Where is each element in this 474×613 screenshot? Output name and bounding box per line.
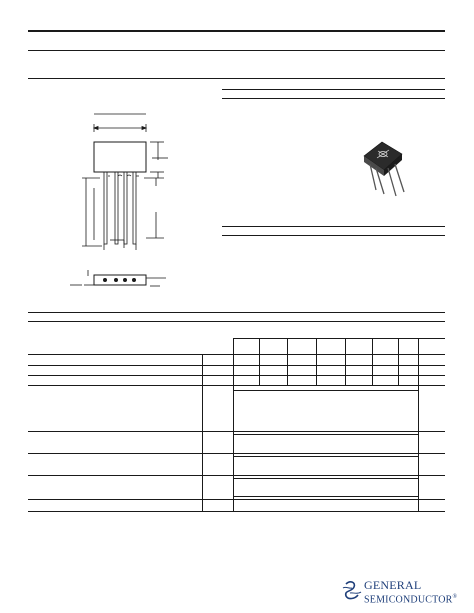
mechanical-top-rule [222, 226, 445, 227]
table-row-line-4 [28, 431, 445, 432]
ratings-table [28, 338, 445, 513]
table-col-line-units [418, 338, 419, 512]
header-top-rule [28, 30, 445, 32]
section-rule [28, 78, 445, 79]
header-bottom-rule [28, 50, 445, 51]
trademark-symbol: ® [452, 594, 458, 600]
table-col-line-1 [259, 338, 260, 386]
merged-cell-line-5 [233, 496, 418, 497]
table-title-rule [28, 312, 445, 313]
table-col-line-4 [345, 338, 346, 386]
table-col-line-6 [398, 338, 399, 386]
company-logo-text [364, 580, 457, 605]
merged-cell-line-4 [233, 478, 418, 479]
table-col-line-symbol-right [233, 338, 234, 512]
mechanical-sub-rule [222, 235, 445, 236]
table-title-sub-rule [28, 321, 445, 322]
table-col-line-3 [316, 338, 317, 386]
general-semiconductor-logo-icon [340, 578, 364, 602]
table-row-line-2 [28, 375, 445, 376]
table-col-line-symbol-left [202, 354, 203, 512]
merged-cell-line-1 [233, 390, 418, 391]
bridge-rectifier-package-icon [362, 140, 412, 204]
package-outline-drawing [60, 100, 210, 300]
features-sub-rule [222, 98, 445, 99]
table-col-line-2 [287, 338, 288, 386]
table-col-line-5 [372, 338, 373, 386]
table-header-top-line [233, 338, 445, 339]
table-row-line-3 [28, 385, 445, 386]
merged-cell-line-3 [233, 456, 418, 457]
table-row-line-5 [28, 453, 445, 454]
logo-line-1: GENERAL [364, 578, 422, 592]
logo-line-2: SEMICONDUCTOR® [364, 594, 458, 606]
merged-cell-line-2 [233, 434, 418, 435]
table-row-line-6 [28, 475, 445, 476]
table-header-bottom-line [28, 354, 445, 355]
features-top-rule [222, 89, 445, 90]
table-row-line-1 [28, 365, 445, 366]
table-row-line-7 [28, 499, 445, 500]
table-bottom-line [28, 511, 445, 512]
